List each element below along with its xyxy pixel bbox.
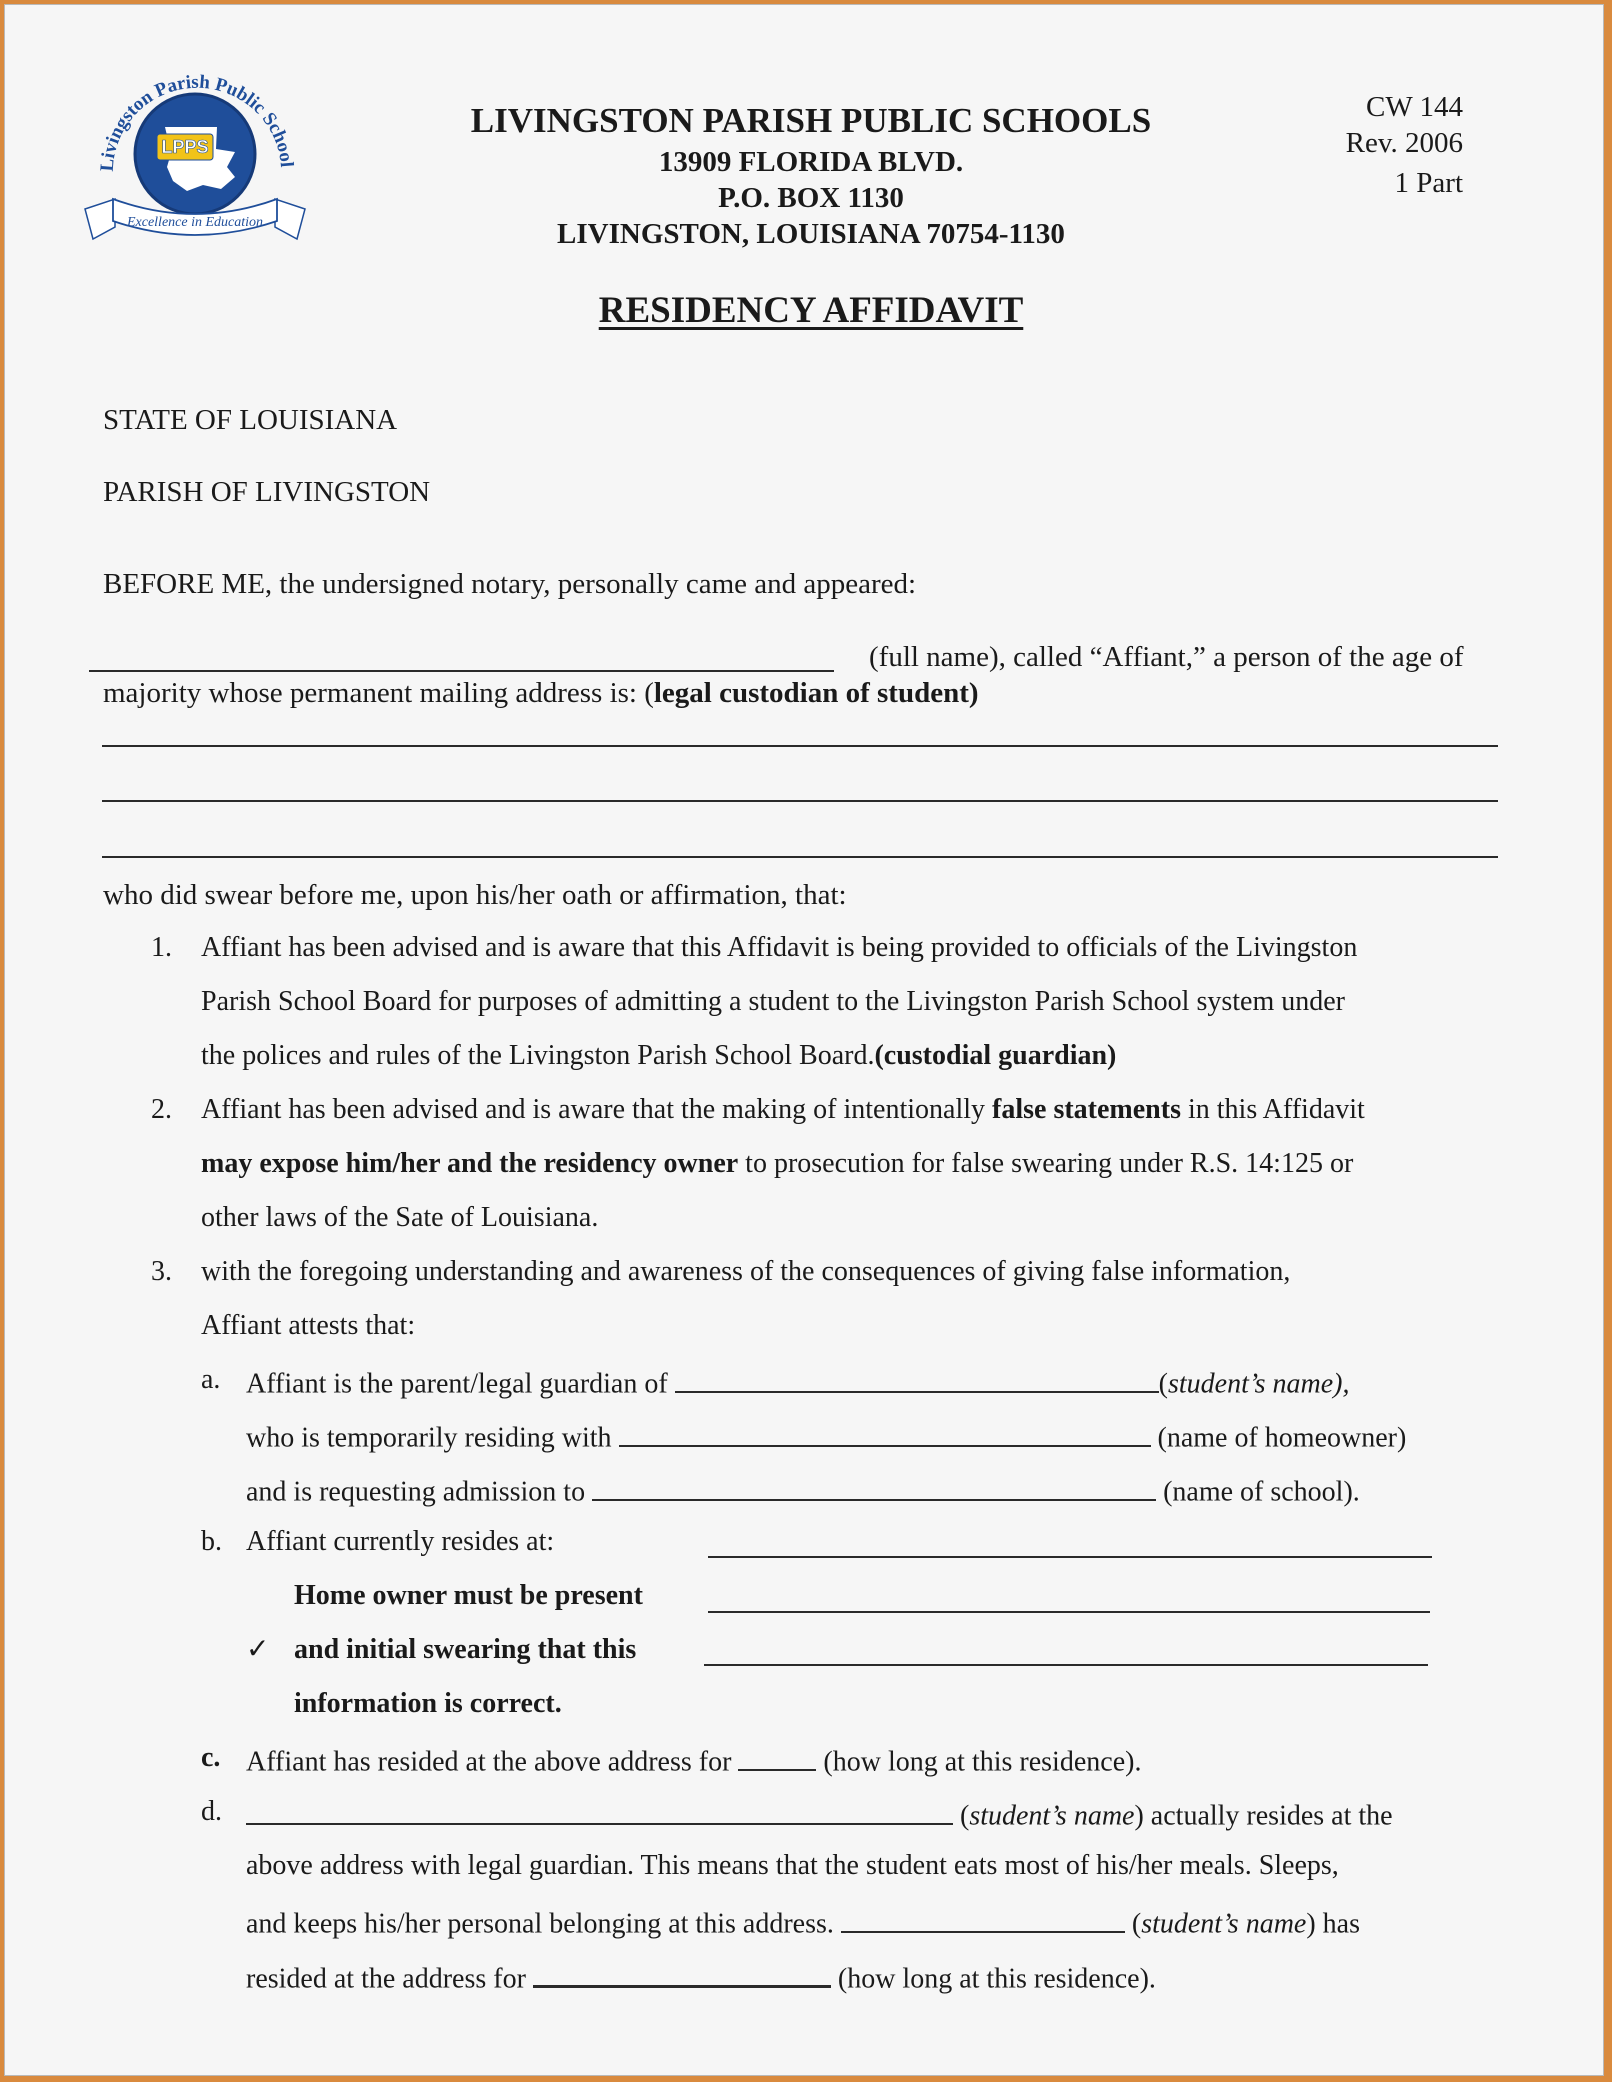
swear-text: who did swear before me, upon his/her oath or affirmation, that:: [103, 879, 847, 911]
sub-a-line-3: and is requesting admission to (name of school).: [246, 1472, 1360, 1509]
student-name-field-3[interactable]: [841, 1904, 1125, 1933]
sub-b-line-3: and initial swearing that this: [294, 1634, 637, 1665]
residence-duration-field[interactable]: [738, 1742, 816, 1771]
org-name: LIVINGSTON PARISH PUBLIC SCHOOLS: [470, 101, 1152, 140]
org-city: LIVINGSTON, LOUISIANA 70754-1130: [557, 218, 1065, 250]
item-2-line-1: Affiant has been advised and is aware that the making of intentionally false statements in this Affidavit: [201, 1094, 1365, 1125]
full-name-field[interactable]: [89, 670, 834, 672]
form-title: RESIDENCY AFFIDAVIT: [598, 290, 1024, 331]
majority-text: majority whose permanent mailing address is: (: [103, 677, 654, 709]
student-name-field-2[interactable]: [246, 1796, 953, 1825]
before-me-text: BEFORE ME, the undersigned notary, personally came and appeared:: [103, 568, 917, 600]
sub-d-label: d.: [201, 1796, 222, 1827]
item-1-line-2: Parish School Board for purposes of admitting a student to the Livingston Parish School system under: [201, 986, 1345, 1017]
item-2-line-3: other laws of the Sate of Louisiana.: [201, 1202, 599, 1233]
address-line-1[interactable]: [102, 745, 1498, 747]
org-pobox: P.O. BOX 1130: [718, 182, 904, 214]
logo-abbrev: LPPS: [161, 137, 209, 157]
item-2-number: 2.: [151, 1094, 172, 1125]
sub-b-line-2: Home owner must be present: [294, 1580, 643, 1611]
sub-d-line-2: above address with legal guardian. This means that the student eats most of his/her meals. Sleeps,: [246, 1850, 1339, 1881]
item-3-line-1: with the foregoing understanding and awareness of the consequences of giving false information,: [201, 1256, 1291, 1287]
sub-a-line-2: who is temporarily residing with (name of homeowner): [246, 1418, 1406, 1455]
check-icon: ✓: [246, 1634, 270, 1665]
homeowner-name-field[interactable]: [619, 1418, 1151, 1447]
sub-b-line-1: Affiant currently resides at:: [246, 1526, 555, 1557]
form-parts: 1 Part: [1394, 167, 1463, 199]
sub-a-label: a.: [201, 1364, 221, 1395]
sub-b-line-4: information is correct.: [294, 1688, 562, 1719]
residence-line-1[interactable]: [708, 1556, 1432, 1558]
org-street: 13909 FLORIDA BLVD.: [658, 146, 964, 178]
state-label: STATE OF LOUISIANA: [103, 404, 398, 436]
majority-bold: legal custodian of student): [653, 677, 979, 709]
affidavit-page: [4, 4, 1604, 2076]
school-name-field[interactable]: [592, 1472, 1156, 1501]
item-3-number: 3.: [151, 1256, 172, 1287]
residence-line-2[interactable]: [708, 1611, 1430, 1613]
logo-ring-text: Livingston Parish Public School: [96, 71, 298, 173]
form-number-block: [1346, 89, 1463, 201]
sub-c-line: Affiant has resided at the above address for (how long at this residence).: [246, 1742, 1141, 1779]
item-3-line-2: Affiant attests that:: [201, 1310, 416, 1341]
sub-b-label: b.: [201, 1526, 222, 1557]
parish-label: PARISH OF LIVINGSTON: [103, 476, 431, 508]
full-name-caption: (full name), called “Affiant,” a person of the age of: [869, 641, 1464, 673]
student-name-field[interactable]: [675, 1364, 1159, 1393]
address-line-3[interactable]: [102, 856, 1498, 858]
sub-d-line-4: resided at the address for (how long at this residence).: [246, 1958, 1156, 1996]
item-1-number: 1.: [151, 932, 172, 963]
sub-c-label: c.: [201, 1742, 221, 1773]
item-2-line-2: may expose him/her and the residency owner to prosecution for false swearing under R.S. 14:125 or: [201, 1148, 1354, 1179]
sub-a-line-1: Affiant is the parent/legal guardian of (student’s name),: [246, 1364, 1349, 1401]
address-line-2[interactable]: [102, 800, 1498, 802]
residence-duration-field-2[interactable]: [533, 1958, 831, 1988]
majority-line: [103, 677, 979, 710]
logo-motto: Excellence in Education: [126, 215, 264, 230]
sub-d-line-3: and keeps his/her personal belonging at this address. (student’s name) has: [246, 1904, 1360, 1941]
item-1-line-3: the polices and rules of the Livingston Parish School Board.(custodial guardian): [201, 1040, 1117, 1071]
sub-d-line-1: (student’s name) actually resides at the: [246, 1796, 1393, 1833]
item-1-line-1: Affiant has been advised and is aware that this Affidavit is being provided to officials of the Livingston: [201, 932, 1358, 963]
residence-line-3[interactable]: [704, 1664, 1428, 1666]
form-code: CW 144: [1366, 91, 1463, 123]
form-revision: Rev. 2006: [1345, 127, 1463, 159]
